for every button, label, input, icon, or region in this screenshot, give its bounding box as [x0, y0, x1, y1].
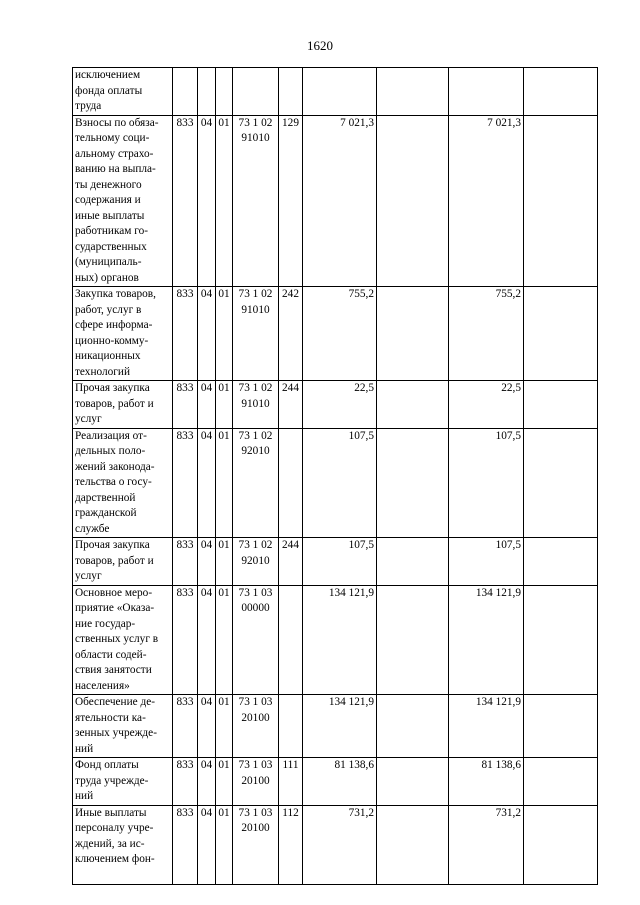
expense-name-line: Иные выплаты [75, 806, 147, 819]
expense-name-line: иные выплаты [75, 209, 145, 222]
target-article-line: 00000 [241, 602, 270, 614]
amount-cell: 81 138,6 [449, 758, 524, 806]
table-row [73, 585, 598, 695]
section-code-cell: 04 [198, 287, 216, 381]
target-article-line: 73 1 03 [238, 696, 273, 708]
ministry-code-cell: 833 [173, 428, 198, 538]
section-code-cell [198, 68, 216, 116]
expense-name-line: работ, услуг в [75, 303, 142, 316]
table-row [73, 381, 598, 429]
amount-cell [524, 68, 598, 116]
subsection-code-cell [216, 68, 233, 116]
ministry-code-cell: 833 [173, 538, 198, 586]
target-article-line: 73 1 02 [238, 539, 273, 551]
expense-name-line: сфере информа- [75, 319, 153, 331]
target-article-line: 20100 [241, 774, 270, 787]
expense-name-line: населения» [75, 679, 130, 692]
target-article-cell [233, 805, 279, 884]
ministry-code-cell: 833 [173, 695, 198, 758]
expense-name-line: ний [75, 742, 94, 755]
expense-name-cell [73, 68, 173, 116]
target-article-cell [233, 287, 279, 381]
amount-cell: 7 021,3 [303, 115, 377, 287]
amount-cell: 22,5 [303, 381, 377, 429]
ministry-code-cell [173, 68, 198, 116]
subsection-code-cell: 01 [216, 538, 233, 586]
expense-name-line: приятие «Оказа- [75, 602, 155, 614]
amount-cell [377, 585, 449, 695]
expense-name-line: ние государ- [75, 617, 136, 630]
expense-type-cell: 112 [279, 805, 303, 884]
expense-name-line: (муниципаль- [75, 256, 142, 268]
expense-name-line: услуг [75, 413, 102, 425]
amount-cell [377, 68, 449, 116]
amount-cell: 134 121,9 [449, 695, 524, 758]
expense-name-line: Закупка товаров, [75, 288, 156, 300]
expense-type-cell: 129 [279, 115, 303, 287]
expense-name-line: товаров, работ и [75, 554, 154, 567]
expense-name-line: гражданской [75, 507, 137, 519]
amount-cell [377, 428, 449, 538]
budget-table [72, 67, 598, 885]
amount-cell [524, 428, 598, 538]
expense-name-line: ятельности ка- [75, 711, 146, 724]
expense-type-cell [279, 68, 303, 116]
subsection-code-cell: 01 [216, 805, 233, 884]
expense-name-line: содержания и [75, 194, 141, 206]
amount-cell: 755,2 [303, 287, 377, 381]
expense-name-line: службе [75, 522, 110, 535]
amount-cell [377, 287, 449, 381]
subsection-code-cell: 01 [216, 585, 233, 695]
subsection-code-cell: 01 [216, 428, 233, 538]
expense-name-line: Реализация от- [75, 429, 147, 442]
target-article-cell [233, 695, 279, 758]
expense-name-cell [73, 428, 173, 538]
table-row [73, 68, 598, 116]
ministry-code-cell: 833 [173, 805, 198, 884]
target-article-line: 73 1 03 [238, 759, 273, 771]
section-code-cell: 04 [198, 381, 216, 429]
expense-name-line: ных) органов [75, 271, 139, 284]
expense-name-cell [73, 758, 173, 806]
amount-cell: 755,2 [449, 287, 524, 381]
amount-cell [524, 115, 598, 287]
expense-type-cell: 244 [279, 381, 303, 429]
amount-cell: 81 138,6 [303, 758, 377, 806]
expense-name-line: труда учрежде- [75, 774, 149, 787]
target-article-line: 20100 [241, 711, 270, 724]
expense-name-line: сударственных [75, 240, 147, 253]
amount-cell: 134 121,9 [303, 695, 377, 758]
target-article-line: 73 1 02 [238, 288, 273, 300]
table-row [73, 538, 598, 586]
expense-name-line: исключением [75, 69, 141, 81]
amount-cell: 107,5 [449, 428, 524, 538]
target-article-line: 91010 [241, 397, 270, 410]
amount-cell: 731,2 [449, 805, 524, 884]
subsection-code-cell: 01 [216, 758, 233, 806]
ministry-code-cell: 833 [173, 287, 198, 381]
amount-cell [377, 538, 449, 586]
expense-name-cell [73, 381, 173, 429]
expense-name-line: ключением фон- [75, 853, 155, 865]
amount-cell [303, 68, 377, 116]
amount-cell: 731,2 [303, 805, 377, 884]
expense-name-cell [73, 115, 173, 287]
amount-cell [377, 758, 449, 806]
target-article-cell [233, 585, 279, 695]
expense-type-cell [279, 695, 303, 758]
target-article-line: 73 1 02 [238, 382, 273, 394]
expense-name-line: тельства о госу- [75, 476, 152, 488]
target-article-line: 73 1 03 [238, 806, 273, 819]
expense-name-cell [73, 287, 173, 381]
target-article-cell [233, 538, 279, 586]
expense-name-line: труда [75, 100, 102, 112]
table-row [73, 115, 598, 287]
page-number: 1620 [307, 38, 333, 53]
amount-cell [524, 695, 598, 758]
expense-name-line: дельных поло- [75, 445, 146, 457]
expense-name-line: ствия занятости [75, 664, 152, 676]
target-article-cell [233, 68, 279, 116]
amount-cell [449, 68, 524, 116]
target-article-line: 91010 [241, 303, 270, 316]
table-row [73, 758, 598, 806]
amount-cell: 134 121,9 [449, 585, 524, 695]
section-code-cell: 04 [198, 538, 216, 586]
target-article-cell [233, 115, 279, 287]
amount-cell [524, 585, 598, 695]
section-code-cell: 04 [198, 695, 216, 758]
target-article-line: 73 1 03 [238, 586, 273, 599]
expense-name-line: никационных [75, 350, 141, 362]
amount-cell [524, 381, 598, 429]
expense-name-line: ний [75, 790, 94, 802]
amount-cell: 22,5 [449, 381, 524, 429]
expense-name-line: Прочая закупка [75, 382, 150, 394]
expense-name-line: жений законода- [75, 460, 155, 473]
table-row [73, 287, 598, 381]
expense-name-line: ционно-комму- [75, 334, 149, 347]
subsection-code-cell: 01 [216, 695, 233, 758]
amount-cell: 7 021,3 [449, 115, 524, 287]
target-article-cell [233, 758, 279, 806]
amount-cell: 107,5 [303, 538, 377, 586]
section-code-cell: 04 [198, 428, 216, 538]
subsection-code-cell: 01 [216, 381, 233, 429]
ministry-code-cell: 833 [173, 115, 198, 287]
section-code-cell: 04 [198, 758, 216, 806]
expense-name-line: ждений, за ис- [75, 837, 145, 850]
expense-name-line: персоналу учре- [75, 822, 154, 834]
expense-name-line: дарственной [75, 491, 136, 504]
expense-name-line: Прочая закупка [75, 539, 150, 551]
expense-type-cell: 111 [279, 758, 303, 806]
target-article-cell [233, 428, 279, 538]
expense-name-line: ственных услуг в [75, 633, 159, 645]
expense-name-line: Обеспечение де- [75, 696, 155, 708]
target-article-line: 92010 [241, 445, 270, 457]
ministry-code-cell: 833 [173, 758, 198, 806]
subsection-code-cell: 01 [216, 287, 233, 381]
amount-cell [377, 381, 449, 429]
amount-cell [377, 695, 449, 758]
expense-name-line: услуг [75, 570, 102, 582]
ministry-code-cell: 833 [173, 585, 198, 695]
amount-cell [524, 758, 598, 806]
amount-cell [524, 287, 598, 381]
amount-cell: 107,5 [449, 538, 524, 586]
expense-name-cell [73, 695, 173, 758]
expense-name-line: работникам го- [75, 225, 149, 237]
expense-name-line: тельному соци- [75, 132, 150, 144]
target-article-line: 91010 [241, 132, 270, 144]
table-row [73, 805, 598, 884]
expense-name-line: альному страхо- [75, 147, 154, 160]
expense-name-line: ванию на выпла- [75, 163, 156, 175]
target-article-line: 73 1 02 [238, 429, 273, 442]
expense-name-cell [73, 538, 173, 586]
amount-cell [524, 805, 598, 884]
expense-name-line: товаров, работ и [75, 397, 154, 410]
expense-name-line: технологий [75, 365, 131, 378]
section-code-cell: 04 [198, 805, 216, 884]
expense-type-cell [279, 428, 303, 538]
subsection-code-cell: 01 [216, 115, 233, 287]
expense-name-line: Взносы по обяза- [75, 116, 159, 129]
section-code-cell: 04 [198, 585, 216, 695]
expense-name-cell [73, 805, 173, 884]
amount-cell: 107,5 [303, 428, 377, 538]
table-row [73, 428, 598, 538]
section-code-cell: 04 [198, 115, 216, 287]
expense-name-line: Основное меро- [75, 586, 153, 599]
amount-cell [524, 538, 598, 586]
table-row [73, 695, 598, 758]
amount-cell [377, 115, 449, 287]
expense-type-cell: 244 [279, 538, 303, 586]
target-article-line: 92010 [241, 554, 270, 567]
expense-type-cell [279, 585, 303, 695]
target-article-line: 20100 [241, 822, 270, 834]
expense-name-line: области содей- [75, 648, 147, 661]
amount-cell: 134 121,9 [303, 585, 377, 695]
target-article-line: 73 1 02 [238, 116, 273, 129]
expense-name-line: Фонд оплаты [75, 759, 139, 771]
expense-type-cell: 242 [279, 287, 303, 381]
ministry-code-cell: 833 [173, 381, 198, 429]
expense-name-line: ты денежного [75, 178, 142, 191]
expense-name-line: фонда оплаты [75, 84, 143, 97]
expense-name-cell [73, 585, 173, 695]
amount-cell [377, 805, 449, 884]
target-article-cell [233, 381, 279, 429]
expense-name-line: зенных учрежде- [75, 727, 157, 739]
